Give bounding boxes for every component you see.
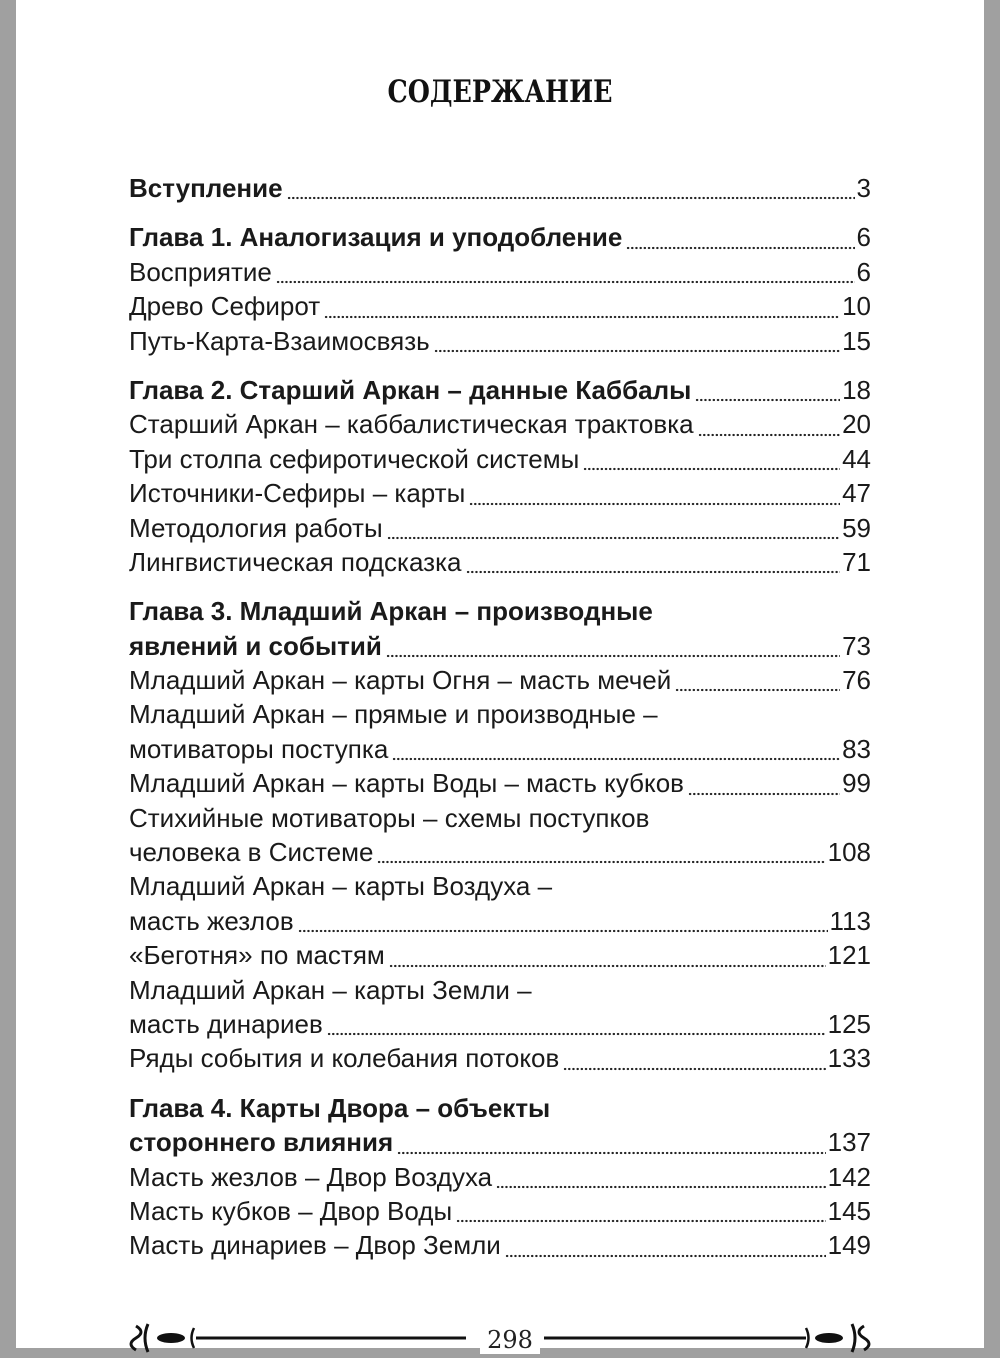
toc-line — [129, 324, 871, 358]
toc-entry-title: Путь-Карта-Взаимосвязь — [129, 325, 430, 356]
toc-entry-title: Младший Аркан – карты Огня – масть мечей — [129, 665, 672, 696]
toc-entry-title: Методология работы — [129, 512, 383, 543]
toc-page-number: 3 — [856, 173, 871, 203]
toc-entry-title: Младший Аркан – карты Воздуха – — [129, 871, 553, 902]
toc-entry — [129, 869, 871, 938]
toc-entry-title: Масть динариев – Двор Земли — [129, 1230, 501, 1261]
toc-entry-title: Глава 1. Аналогизация и уподобление — [129, 222, 623, 253]
toc-entry — [129, 442, 871, 476]
toc-chapter-entry — [129, 171, 871, 205]
toc-page-number: 6 — [856, 222, 871, 253]
toc-line — [129, 1007, 871, 1041]
toc-entry — [129, 801, 871, 870]
toc-entry — [129, 511, 871, 545]
toc-line — [129, 1194, 871, 1228]
dot-leader — [397, 1151, 825, 1155]
toc-page-number: 145 — [827, 1195, 871, 1226]
toc-entry-title: Глава 3. Младший Аркан – производные — [129, 596, 653, 627]
toc-entry-title: мотиваторы поступка — [129, 733, 389, 764]
toc-entry-title: масть динариев — [129, 1008, 323, 1039]
dot-leader — [387, 536, 840, 540]
toc-line — [129, 442, 871, 476]
toc-page-number: 73 — [842, 630, 871, 661]
toc-line — [129, 1160, 871, 1194]
dot-leader — [434, 349, 840, 353]
toc-entry — [129, 545, 871, 579]
toc-entry — [129, 1194, 871, 1228]
toc-line — [129, 766, 871, 800]
toc-line — [129, 904, 871, 938]
toc-page-number: 76 — [842, 665, 871, 696]
toc-page-number: 99 — [842, 768, 871, 799]
toc-entry-title: Вступление — [129, 173, 283, 203]
toc-entry — [129, 973, 871, 1042]
dot-leader — [505, 1254, 826, 1258]
dot-leader — [327, 1032, 826, 1036]
dot-leader — [698, 433, 840, 437]
dot-leader — [389, 964, 826, 968]
toc-page-number: 71 — [842, 546, 871, 577]
toc-chapter-entry — [129, 594, 871, 663]
toc-entry — [129, 324, 871, 358]
toc-line — [129, 171, 871, 205]
toc-page-number: 133 — [827, 1043, 871, 1074]
toc-entry — [129, 476, 871, 510]
dot-leader — [583, 467, 840, 471]
toc-line — [129, 407, 871, 441]
toc-entry-title: Лингвистическая подсказка — [129, 546, 462, 577]
dot-leader — [563, 1067, 825, 1071]
toc-entry — [129, 289, 871, 323]
toc-page-number: 44 — [842, 443, 871, 474]
toc-line — [129, 255, 871, 289]
toc-line — [129, 869, 871, 903]
toc-entry-title: Младший Аркан – карты Земли – — [129, 974, 532, 1005]
dot-leader — [276, 280, 855, 284]
toc-page-number: 142 — [827, 1161, 871, 1192]
toc-entry — [129, 1041, 871, 1075]
toc-entry — [129, 1228, 871, 1262]
toc-entry-title: Три столпа сефиротической системы — [129, 443, 580, 474]
toc-line — [129, 732, 871, 766]
toc-entry-title: Глава 4. Карты Двора – объекты — [129, 1092, 551, 1123]
toc-page-number: 18 — [842, 374, 871, 405]
toc-page-number: 149 — [827, 1230, 871, 1261]
toc-line — [129, 697, 871, 731]
toc-entry-title: Младший Аркан – карты Воды – масть кубков — [129, 768, 684, 799]
dot-leader — [324, 315, 840, 319]
toc-entry — [129, 1160, 871, 1194]
toc-line — [129, 594, 871, 628]
toc-chapter-entry — [129, 373, 871, 407]
toc-line — [129, 938, 871, 972]
toc-entry-title: Глава 2. Старший Аркан – данные Каббалы — [129, 374, 692, 405]
toc-entry-title: «Беготня» по мастям — [129, 940, 385, 971]
toc-line — [129, 545, 871, 579]
toc-line — [129, 801, 871, 835]
toc-page-number: 15 — [842, 325, 871, 356]
table-of-contents — [129, 171, 871, 1263]
toc-entry-title: Младший Аркан – прямые и производные – — [129, 699, 658, 730]
dot-leader — [377, 860, 825, 864]
dot-leader — [626, 246, 854, 250]
toc-entry-title: стороннего влияния — [129, 1127, 394, 1158]
toc-page-number: 47 — [842, 478, 871, 509]
dot-leader — [496, 1185, 825, 1189]
toc-entry-title: Источники-Сефиры – карты — [129, 478, 466, 509]
dot-leader — [287, 196, 855, 200]
dot-leader — [392, 757, 840, 761]
dot-leader — [695, 398, 840, 402]
toc-entry-title: Масть жезлов – Двор Воздуха — [129, 1161, 493, 1192]
dot-leader — [688, 792, 840, 796]
toc-page-number: 83 — [842, 733, 871, 764]
toc-entry-title: масть жезлов — [129, 905, 294, 936]
toc-line — [129, 835, 871, 869]
toc-line — [129, 663, 871, 697]
dot-leader — [386, 654, 840, 658]
toc-page-number: 6 — [856, 256, 871, 287]
toc-line — [129, 629, 871, 663]
toc-entry-title: Старший Аркан – каббалистическая трактовка — [129, 409, 694, 440]
toc-chapter-entry — [129, 220, 871, 254]
toc-entry-title: Восприятие — [129, 256, 272, 287]
dot-leader — [456, 1219, 825, 1223]
toc-page-number: 121 — [827, 940, 871, 971]
toc-entry — [129, 766, 871, 800]
toc-entry — [129, 407, 871, 441]
toc-line — [129, 373, 871, 407]
dot-leader — [469, 502, 840, 506]
toc-entry-title: явлений и событий — [129, 630, 382, 661]
dot-leader — [298, 929, 828, 933]
toc-entry-title: человека в Системе — [129, 837, 374, 868]
dot-leader — [466, 570, 841, 574]
page-number: 298 — [480, 1326, 540, 1354]
toc-line — [129, 1125, 871, 1159]
toc-line — [129, 511, 871, 545]
toc-line — [129, 476, 871, 510]
book-page — [16, 0, 984, 1354]
toc-line — [129, 1091, 871, 1125]
toc-line — [129, 289, 871, 323]
toc-page-number: 59 — [842, 512, 871, 543]
toc-entry — [129, 938, 871, 972]
toc-entry — [129, 255, 871, 289]
toc-entry-title: Древо Сефирот — [129, 291, 321, 322]
toc-entry-title: Стихийные мотиваторы – схемы поступков — [129, 802, 650, 833]
toc-line — [129, 1228, 871, 1262]
toc-entry — [129, 697, 871, 766]
toc-page-number: 113 — [829, 905, 871, 936]
toc-entry — [129, 663, 871, 697]
toc-page-number: 20 — [842, 409, 871, 440]
toc-page-number: 137 — [827, 1127, 871, 1158]
toc-line — [129, 220, 871, 254]
toc-entry-title: Ряды события и колебания потоков — [129, 1043, 560, 1074]
toc-page-number: 108 — [827, 837, 871, 868]
page-title: СОДЕРЖАНИЕ — [387, 74, 613, 110]
toc-line — [129, 1041, 871, 1075]
toc-page-number: 10 — [842, 291, 871, 322]
toc-line — [129, 973, 871, 1007]
toc-page-number: 125 — [827, 1008, 871, 1039]
toc-entry-title: Масть кубков – Двор Воды — [129, 1195, 453, 1226]
toc-chapter-entry — [129, 1091, 871, 1160]
dot-leader — [675, 688, 840, 692]
